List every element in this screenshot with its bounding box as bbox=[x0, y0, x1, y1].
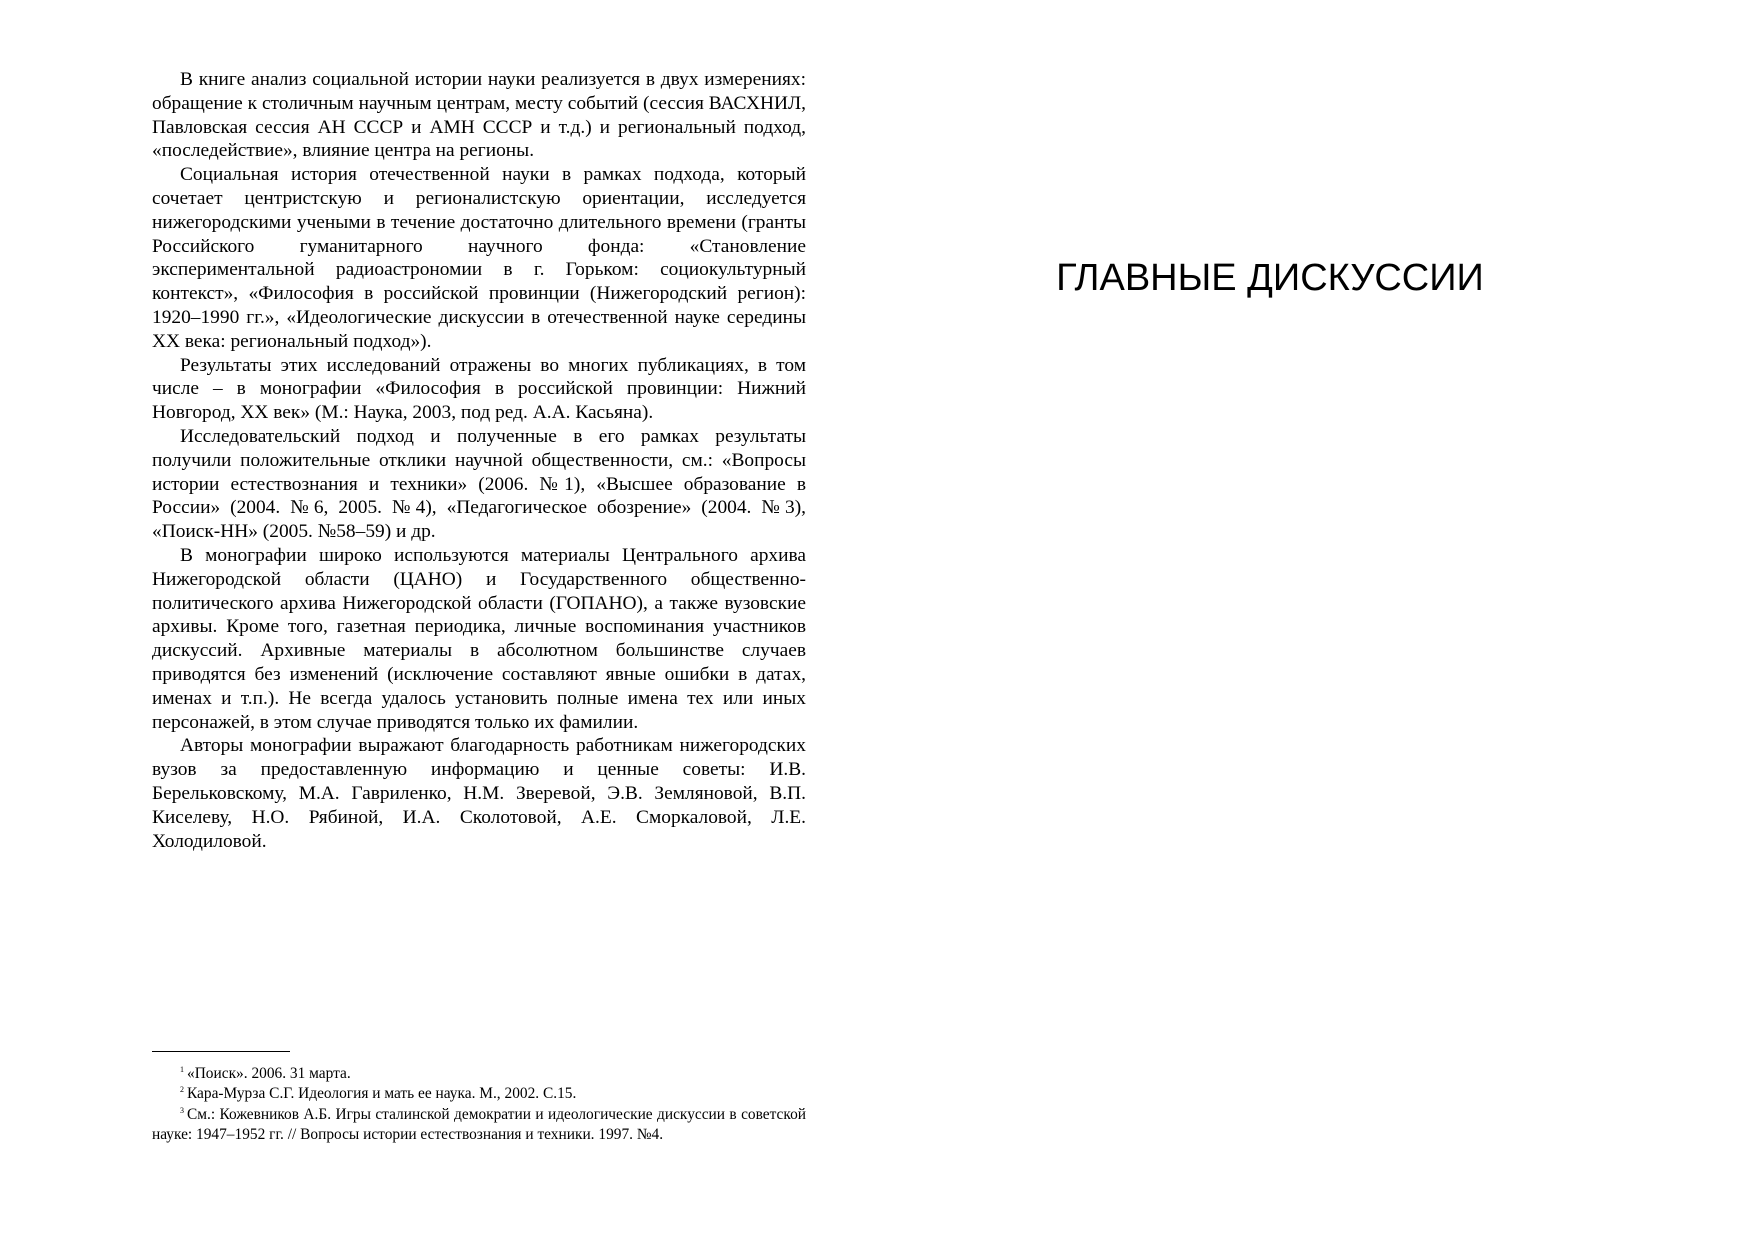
footnote-mark: 1 bbox=[180, 1065, 184, 1074]
footnote-mark: 2 bbox=[180, 1085, 184, 1095]
footnote-text: Кара-Мурза С.Г. Идеология и мать ее наука. М., 2002. С.15. bbox=[187, 1085, 577, 1103]
footnote-mark: 3 bbox=[180, 1105, 184, 1115]
footnotes bbox=[152, 1051, 806, 1145]
chapter-title: ГЛАВНЫЕ ДИСКУССИИ bbox=[1056, 257, 1484, 299]
paragraph: В монографии широко используются материалы Центрального архива Нижегородской области (ЦАНО) и Государственного общественно-политического архива Нижегородской области (ГОПАНО), а также вузовские архивы. Кроме того, газетная периодика, личные воспоминания участников дискуссий. Архивные материалы в абсолютном большинстве случаев приводятся без изменений (исключение составляют явные ошибки в датах, именах и т.п.). Не всегда удалось установить полные имена тех или иных персонажей, в этом случае приводятся только их фамилии. bbox=[152, 544, 806, 733]
footnote-text: «Поиск». 2006. 31 марта. bbox=[187, 1065, 351, 1082]
paragraph: Исследовательский подход и полученные в его рамках результаты получили положительные отклики научной общественности, см.: «Вопросы истории естествознания и техники» (2006. №1), «Высшее образование в России» (2004. №6, 2005. №4), «Педагогическое обозрение» (2004. №3), «Поиск-НН» (2005. №58–59) и др. bbox=[152, 425, 806, 543]
left-page bbox=[152, 68, 806, 853]
paragraph: Социальная история отечественной науки в рамках подхода, который сочетает центристскую и регионалистскую ориентации, исследуется нижегородскими учеными в течение достаточно длительного времени (гранты Российского гуманитарного научного фонда: «Становление экспериментальной радиоастрономии в г. Горьком: социокультурный контекст», «Философия в российской провинции (Нижегородский регион): 1920–1990 гг.», «Идеологические дискуссии в отечественной науке середины XX века: региональный подход»). bbox=[152, 164, 806, 352]
footnote-text: См.: Кожевников А.Б. Игры сталинской демократии и идеологические дискуссии в советской науке: 1947–1952 гг. // Вопросы истории естествознания и техники. 1997. №4. bbox=[152, 1105, 806, 1143]
right-page bbox=[1000, 255, 1540, 301]
paragraph: Авторы монографии выражают благодарность работникам нижегородских вузов за предоставленную информацию и ценные советы: И.В. Берельковскому, М.А. Гавриленко, Н.М. Зверевой, Э.В. Земляновой, В.П. Киселеву, Н.О. Рябиной, И.А. Сколотовой, А.Е. Сморкаловой, Л.Е. Холодиловой. bbox=[152, 735, 806, 852]
paragraph: В книге анализ социальной истории науки реализуется в двух измерениях: обращение к столичным научным центрам, месту событий (сессия ВАСХНИЛ, Павловская сессия АН СССР и АМН СССР и т.д.) и региональный подход, «последействие», влияние центра на регионы. bbox=[152, 69, 806, 162]
footnote bbox=[152, 1084, 806, 1104]
footnote bbox=[152, 1064, 806, 1084]
paragraph: Результаты этих исследований отражены во многих публикациях, в том числе – в монографии «Философия в российской провинции: Нижний Новгород, XX век» (М.: Наука, 2003, под ред. А.А. Касьяна). bbox=[152, 354, 806, 424]
footnote bbox=[152, 1105, 806, 1146]
body-text bbox=[152, 68, 806, 853]
footnote-separator bbox=[152, 1051, 290, 1052]
